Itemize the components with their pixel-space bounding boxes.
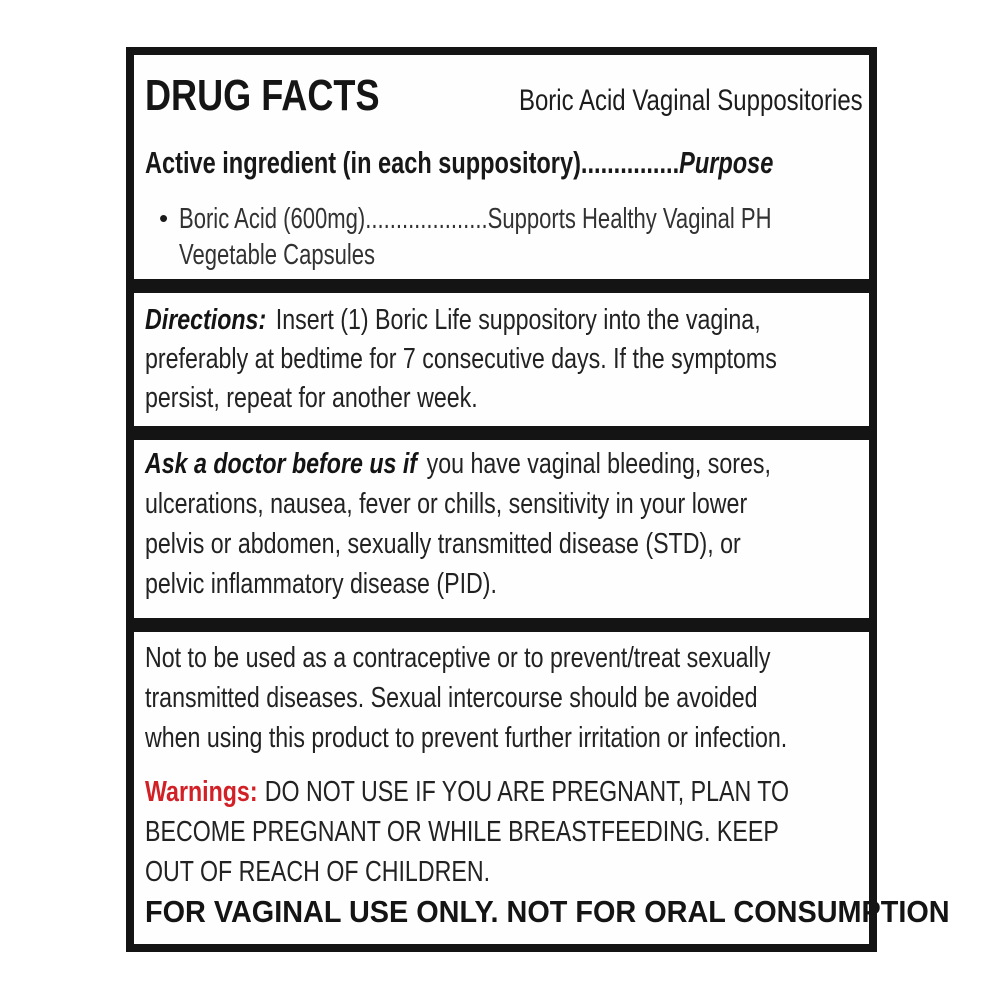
active-ingredient-heading [145, 145, 774, 181]
warnings-line: BECOME PREGNANT OR WHILE BREASTFEEDING. KEEP [145, 816, 779, 848]
ask-doctor-line: ulcerations, nausea, fever or chills, sensitivity in your lower [145, 488, 748, 520]
directions-text: Insert (1) Boric Life suppository into the vagina, [275, 304, 761, 336]
purpose-label: Purpose [679, 145, 774, 180]
active-ingredient-text: Active ingredient (in each suppository) [145, 145, 581, 180]
directions-panel [126, 285, 877, 434]
ingredient-line2: Vegetable Capsules [179, 239, 376, 271]
usage-paragraph [145, 638, 863, 758]
drug-facts-label [126, 47, 950, 952]
vaginal-use-footer: FOR VAGINAL USE ONLY. NOT FOR ORAL CONSUMPTION [145, 894, 950, 929]
ingredient-bullet [145, 201, 863, 273]
ask-doctor-panel [126, 432, 877, 626]
warnings-line: OUT OF REACH OF CHILDREN. [145, 856, 491, 888]
warnings-panel [126, 624, 950, 952]
ask-doctor-line: pelvis or abdomen, sexually transmitted disease (STD), or [145, 528, 741, 560]
ingredient-line [179, 201, 772, 237]
usage-line: transmitted diseases. Sexual intercourse should be avoided [145, 682, 758, 714]
ingredient-dots: .................... [365, 203, 488, 235]
directions-lead: Directions: [145, 304, 267, 336]
ask-doctor-line [145, 444, 771, 484]
ingredient-purpose: Supports Healthy Vaginal PH [487, 203, 772, 235]
directions-line: preferably at bedtime for 7 consecutive days. If the symptoms [145, 343, 777, 375]
drug-facts-title: DRUG FACTS [145, 71, 380, 120]
warnings-line [145, 772, 790, 812]
bullet-icon: • [159, 203, 169, 233]
ask-doctor-lead: Ask a doctor before us if [145, 448, 418, 480]
directions-line [145, 301, 761, 340]
header-panel [126, 47, 877, 287]
warnings-paragraph [145, 772, 863, 892]
usage-line: Not to be used as a contraceptive or to prevent/treat sexually [145, 642, 771, 674]
header-row [145, 71, 863, 121]
warnings-text: DO NOT USE IF YOU ARE PREGNANT, PLAN TO [264, 776, 790, 808]
product-name: Boric Acid Vaginal Suppositories [519, 84, 863, 117]
warnings-lead: Warnings: [145, 776, 258, 808]
usage-line: when using this product to prevent further irritation or infection. [145, 722, 788, 754]
ingredient-name: Boric Acid (600mg) [179, 203, 366, 235]
ask-doctor-text: you have vaginal bleeding, sores, [426, 448, 771, 480]
leader-dots: ............... [580, 145, 680, 180]
directions-line: persist, repeat for another week. [145, 382, 478, 414]
ask-doctor-line: pelvic inflammatory disease (PID). [145, 568, 497, 600]
